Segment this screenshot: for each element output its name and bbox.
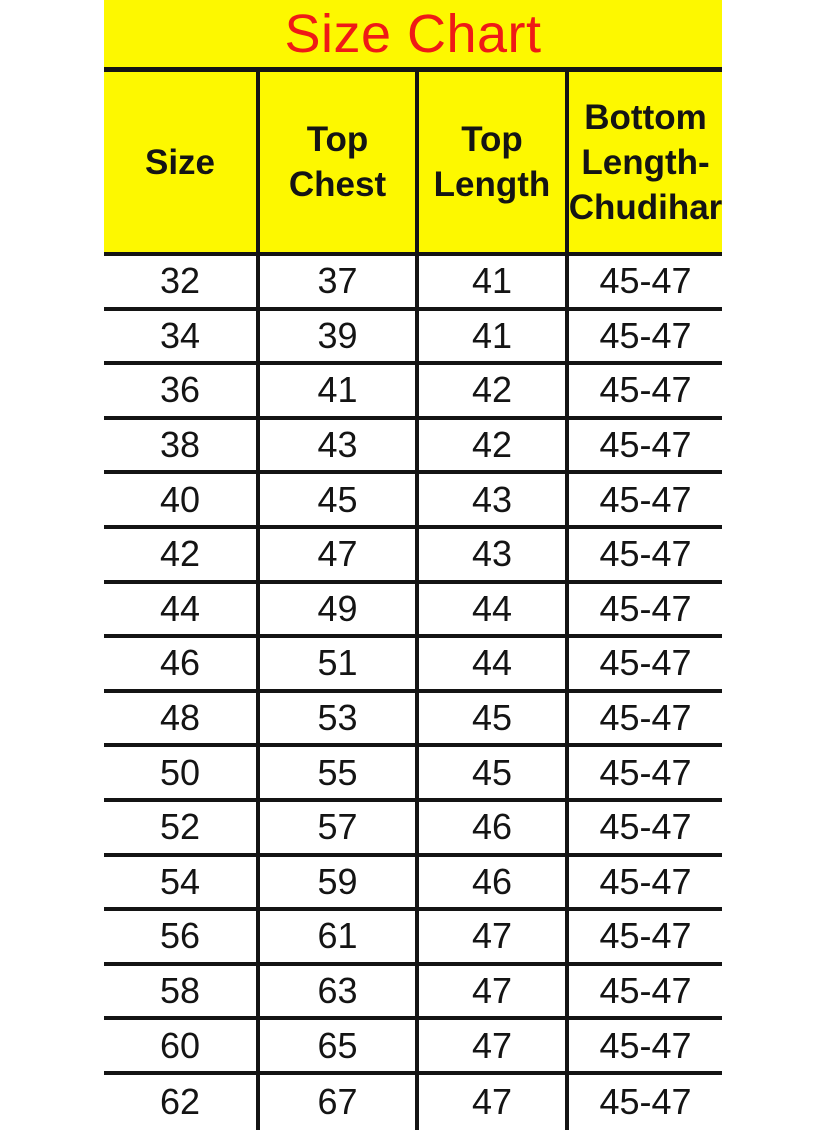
table-row bbox=[104, 365, 722, 420]
table-cell: 67 bbox=[256, 1075, 415, 1130]
table-cell: 36 bbox=[159, 369, 201, 411]
table-cell: 45-47 bbox=[565, 802, 722, 853]
chart-title: Size Chart bbox=[104, 0, 722, 72]
table-cell: 45 bbox=[415, 693, 565, 744]
table-cell: 65 bbox=[256, 1020, 415, 1071]
table-cell: 52 bbox=[159, 806, 201, 848]
table-row bbox=[104, 802, 722, 857]
table-row bbox=[104, 256, 722, 311]
column-header-line: Bottom bbox=[584, 97, 707, 137]
table-cell: 44 bbox=[415, 584, 565, 635]
table-row bbox=[104, 857, 722, 912]
table-cell: 40 bbox=[159, 478, 201, 520]
table-cell: 42 bbox=[415, 420, 565, 471]
table-cell: 45 bbox=[415, 747, 565, 798]
column-header-line: Chest bbox=[288, 165, 387, 204]
table-cell: 46 bbox=[415, 857, 565, 908]
table-cell: 56 bbox=[159, 915, 201, 957]
table-cell: 45-47 bbox=[565, 911, 722, 962]
table-row bbox=[104, 474, 722, 529]
table-cell: 45-47 bbox=[565, 1075, 722, 1130]
table-cell: 41 bbox=[415, 311, 565, 362]
table-row bbox=[104, 311, 722, 366]
table-cell: 45-47 bbox=[565, 474, 722, 525]
table-cell: 45 bbox=[256, 474, 415, 525]
column-header-size bbox=[104, 72, 256, 252]
table-row bbox=[104, 911, 722, 966]
column-header-bottom-length-chudihar bbox=[565, 72, 722, 252]
table-cell: 45-47 bbox=[565, 1020, 722, 1071]
table-row bbox=[104, 420, 722, 475]
table-cell: 39 bbox=[256, 311, 415, 362]
table-cell: 47 bbox=[415, 1020, 565, 1071]
table-cell: 42 bbox=[415, 365, 565, 416]
table-row bbox=[104, 1075, 722, 1130]
size-chart-table bbox=[104, 0, 722, 1130]
table-cell: 44 bbox=[159, 587, 201, 629]
table-cell: 45-47 bbox=[565, 747, 722, 798]
table-cell: 45-47 bbox=[565, 365, 722, 416]
table-cell: 45-47 bbox=[565, 529, 722, 580]
table-cell: 45-47 bbox=[565, 693, 722, 744]
table-cell: 58 bbox=[159, 970, 201, 1012]
table-cell: 45-47 bbox=[565, 311, 722, 362]
table-cell: 63 bbox=[256, 966, 415, 1017]
table-row bbox=[104, 529, 722, 584]
table-cell: 47 bbox=[256, 529, 415, 580]
column-header-line: Length bbox=[433, 165, 551, 204]
table-cell: 53 bbox=[256, 693, 415, 744]
table-body bbox=[104, 256, 722, 1130]
table-cell: 43 bbox=[256, 420, 415, 471]
table-row bbox=[104, 638, 722, 693]
column-header-top-length bbox=[415, 72, 565, 252]
table-row bbox=[104, 584, 722, 639]
table-cell: 60 bbox=[159, 1024, 201, 1066]
table-cell: 49 bbox=[256, 584, 415, 635]
table-cell: 46 bbox=[415, 802, 565, 853]
column-header-line: Size bbox=[144, 142, 216, 182]
column-header-line: Length- bbox=[581, 142, 710, 182]
table-cell: 51 bbox=[256, 638, 415, 689]
table-cell: 42 bbox=[159, 533, 201, 575]
table-cell: 47 bbox=[415, 966, 565, 1017]
table-cell: 62 bbox=[159, 1081, 201, 1123]
column-header-top-chest bbox=[256, 72, 415, 252]
table-row bbox=[104, 693, 722, 748]
table-cell: 37 bbox=[256, 256, 415, 307]
table-row bbox=[104, 966, 722, 1021]
table-cell: 32 bbox=[159, 260, 201, 302]
table-row bbox=[104, 747, 722, 802]
table-cell: 45-47 bbox=[565, 966, 722, 1017]
table-cell: 45-47 bbox=[565, 584, 722, 635]
table-cell: 54 bbox=[159, 860, 201, 902]
table-header bbox=[104, 72, 722, 256]
table-cell: 47 bbox=[415, 1075, 565, 1130]
table-cell: 43 bbox=[415, 529, 565, 580]
table-cell: 44 bbox=[415, 638, 565, 689]
table-cell: 41 bbox=[415, 256, 565, 307]
table-row bbox=[104, 1020, 722, 1075]
table-cell: 45-47 bbox=[565, 857, 722, 908]
table-cell: 38 bbox=[159, 424, 201, 466]
table-cell: 41 bbox=[256, 365, 415, 416]
table-cell: 45-47 bbox=[565, 638, 722, 689]
table-cell: 48 bbox=[159, 697, 201, 739]
table-cell: 46 bbox=[159, 642, 201, 684]
column-header-line: Top bbox=[306, 120, 369, 159]
table-cell: 45-47 bbox=[565, 256, 722, 307]
table-cell: 34 bbox=[159, 314, 201, 356]
table-cell: 59 bbox=[256, 857, 415, 908]
table-cell: 55 bbox=[256, 747, 415, 798]
column-header-line: Top bbox=[461, 120, 523, 159]
table-cell: 57 bbox=[256, 802, 415, 853]
table-cell: 50 bbox=[159, 751, 201, 793]
column-header-line: Chudihar bbox=[568, 187, 722, 227]
table-cell: 47 bbox=[415, 911, 565, 962]
table-cell: 43 bbox=[415, 474, 565, 525]
table-cell: 45-47 bbox=[565, 420, 722, 471]
table-cell: 61 bbox=[256, 911, 415, 962]
